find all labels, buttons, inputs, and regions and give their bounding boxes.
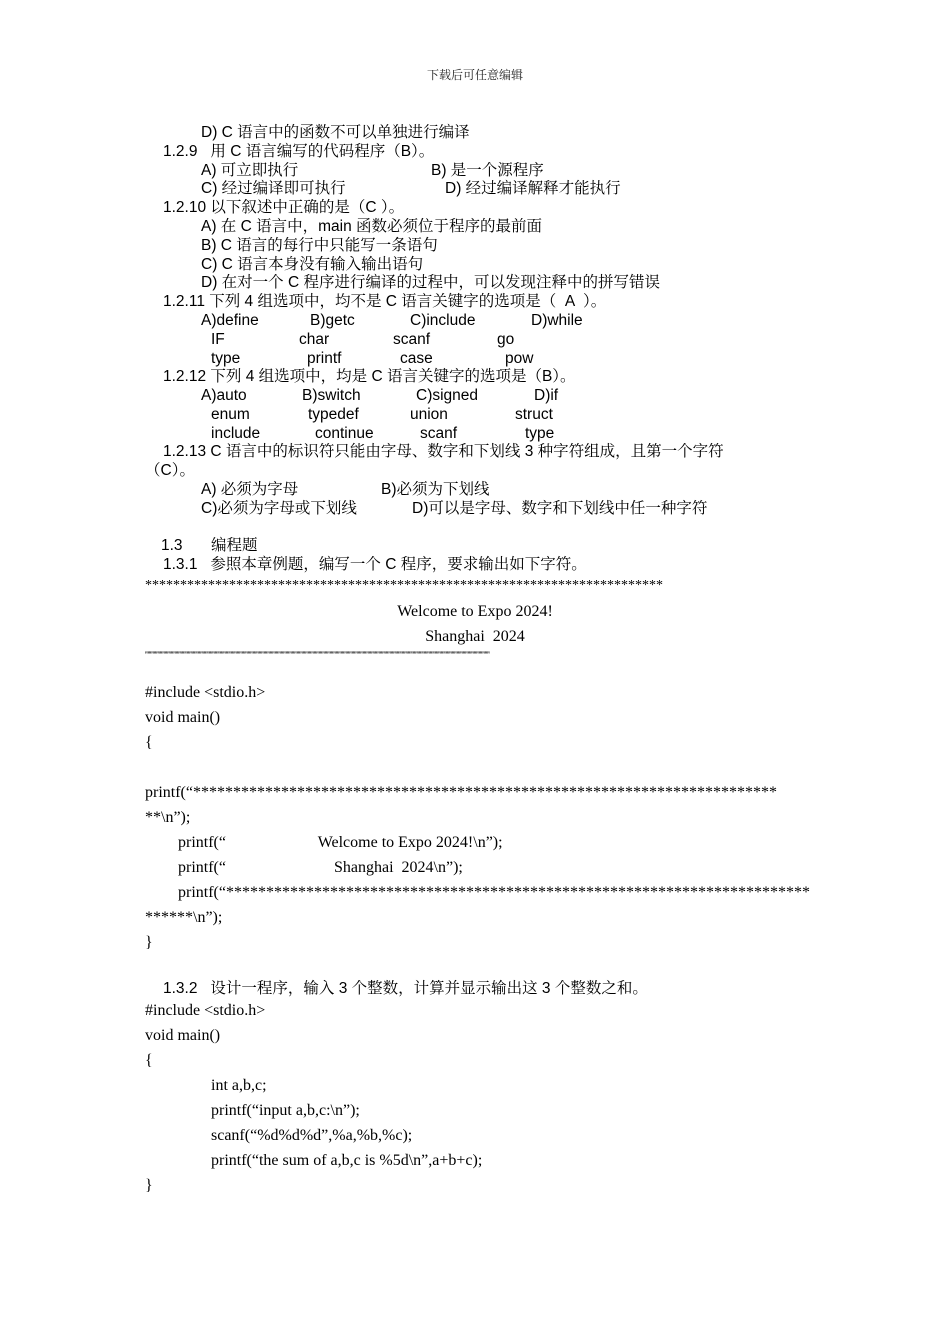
code1-line-2: void main(): [145, 709, 221, 726]
q1210-stem: 1.2.10 以下叙述中正确的是（C ）。: [163, 199, 405, 216]
q129-option-c: C) 经过编译即可执行: [201, 180, 346, 197]
code2-line-3: {: [145, 1052, 153, 1069]
q1212-c-word3: scanf: [420, 425, 458, 442]
code1-line-1: #include <stdio.h>: [145, 684, 266, 701]
code2-line-2: void main(): [145, 1027, 221, 1044]
q1211-d-word2: go: [497, 331, 515, 348]
code1-line-7: printf(“ Shanghai 2024\n”);: [178, 859, 463, 876]
code2-line-6: scanf(“%d%d%d”,%a,%b,%c);: [211, 1127, 413, 1144]
code1-line-5: **\n”);: [145, 809, 191, 826]
q1212-c-word2: union: [410, 406, 448, 423]
section-title: 编程题: [211, 537, 258, 554]
star-rule: **************************************************************************: [145, 578, 663, 593]
q1210-option-b: B) C 语言的每行中只能写一条语句: [201, 237, 438, 254]
welcome-line: Welcome to Expo 2024!: [397, 603, 553, 620]
q1211-d-word3: pow: [505, 350, 534, 367]
code2-line-1: #include <stdio.h>: [145, 1002, 266, 1019]
code1-line-4: printf(“*************************************************************************: [145, 784, 777, 801]
q1211-option-c: C)include: [410, 312, 476, 329]
q1211-c-word3: case: [400, 350, 433, 367]
q1212-a-word3: include: [211, 425, 261, 442]
q129-option-d: D) 经过编译解释才能执行: [445, 180, 621, 197]
q1212-option-a: A)auto: [201, 387, 247, 404]
q1211-c-word2: scanf: [393, 331, 431, 348]
q1212-b-word2: typedef: [308, 406, 359, 423]
q1212-d-word2: struct: [515, 406, 553, 423]
q129-option-a: A) 可立即执行: [201, 162, 299, 179]
q1213-option-d: D)可以是字母、数字和下划线中任一种字符: [412, 500, 708, 517]
code2-line-8: }: [145, 1177, 153, 1194]
q1211-option-d: D)while: [531, 312, 583, 329]
code1-line-3: {: [145, 734, 153, 751]
q1212-stem: 1.2.12 下列 4 组选项中，均是 C 语言关键字的选项是（B）。: [163, 368, 576, 385]
q1211-b-word2: char: [299, 331, 330, 348]
q1212-b-word3: continue: [315, 425, 374, 442]
q1212-option-c: C)signed: [416, 387, 479, 404]
q131-prompt: 1.3.1 参照本章例题，编写一个 C 程序，要求输出如下字符。: [163, 556, 587, 573]
q1211-option-b: B)getc: [310, 312, 355, 329]
q1213-stem-continued: （C）。: [145, 462, 195, 479]
q1211-a-word3: type: [211, 350, 241, 367]
q1213-stem: 1.2.13 C 语言中的标识符只能由字母、数字和下划线 3 种字符组成，且第一个字符: [163, 443, 724, 460]
code1-line-9: ******\n”);: [145, 909, 223, 926]
q1210-option-c: C) C 语言本身没有输入输出语句: [201, 256, 424, 273]
page-header-note: 下载后可任意编辑: [426, 68, 523, 82]
code1-line-8: printf(“*************************************************************************: [178, 884, 810, 901]
q129-option-b: B) 是一个源程序: [431, 162, 544, 179]
q1210-option-d: D) 在对一个 C 程序进行编译的过程中，可以发现注释中的拼写错误: [201, 274, 660, 291]
q1212-d-word3: type: [525, 425, 555, 442]
q1211-a-word2: IF: [211, 331, 225, 348]
q132-prompt: 1.3.2 设计一程序，输入 3 个整数，计算并显示输出这 3 个整数之和。: [163, 980, 648, 997]
q129-stem: 1.2.9 用 C 语言编写的代码程序（B）。: [163, 143, 435, 160]
q1213-option-b: B)必须为下划线: [381, 481, 490, 498]
code1-line-6: printf(“ Welcome to Expo 2024!\n”);: [178, 834, 503, 851]
code2-line-4: int a,b,c;: [211, 1077, 267, 1094]
code1-line-10: }: [145, 934, 153, 951]
q1212-option-b: B)switch: [302, 387, 361, 404]
code2-line-7: printf(“the sum of a,b,c is %5d\n”,a+b+c);: [211, 1152, 483, 1169]
dash-rule: '''''''''''''''''''''''''''''''''''''''''''''''''''''''''''''''''''''''''''''''''''''''''''''''''''''''''''''''''''''''''''''''''''''''''''''''''''''''''''''''''''''''''''''''''''''''''''''''''''''''''''''''''''''''''''''''''''''''''''''''''''''''''''''''''''''''''''''''''''''''''': [145, 650, 490, 660]
q1213-option-a: A) 必须为字母: [201, 481, 299, 498]
q1212-option-d: D)if: [534, 387, 559, 404]
shanghai-line: Shanghai 2024: [425, 628, 525, 645]
q1211-b-word3: printf: [307, 350, 342, 367]
q1213-option-c: C)必须为字母或下划线: [201, 500, 357, 517]
q128-option-d: D) C 语言中的函数不可以单独进行编译: [201, 124, 470, 141]
q1211-stem: 1.2.11 下列 4 组选项中，均不是 C 语言关键字的选项是（ A ）。: [163, 293, 607, 310]
q1212-a-word2: enum: [211, 406, 250, 423]
code2-line-5: printf(“input a,b,c:\n”);: [211, 1102, 360, 1119]
section-number: 1.3: [161, 537, 183, 554]
q1210-option-a: A) 在 C 语言中，main 函数必须位于程序的最前面: [201, 218, 543, 235]
q1211-option-a: A)define: [201, 312, 259, 329]
